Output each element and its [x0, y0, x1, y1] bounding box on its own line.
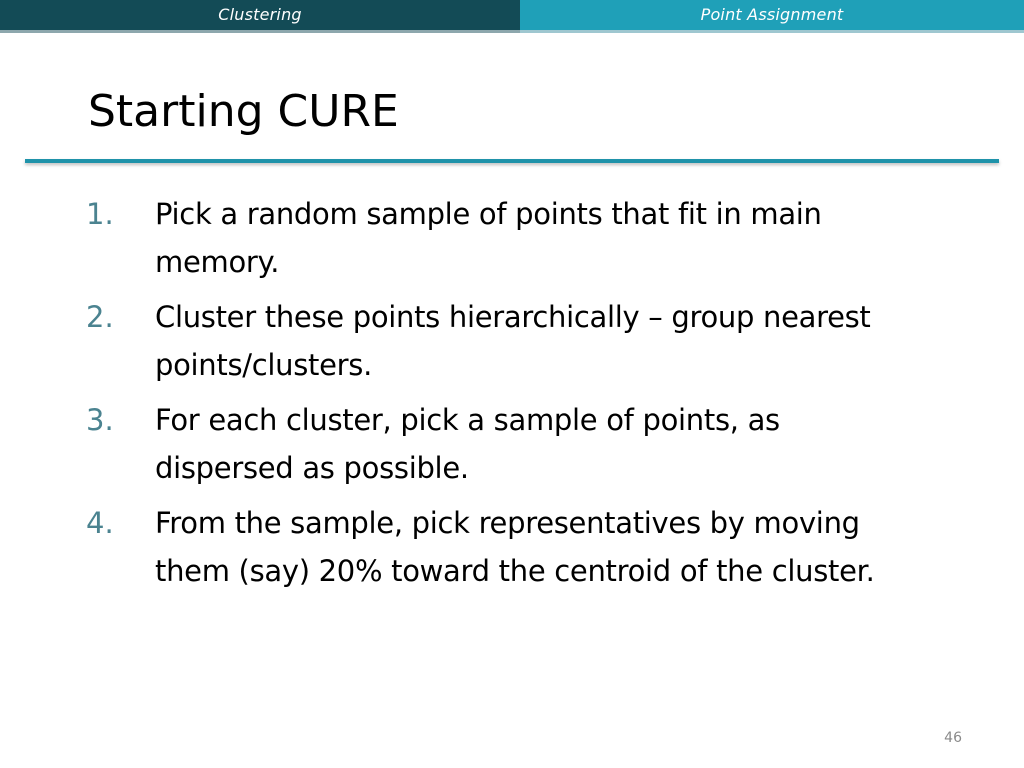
- list-item: [0, 499, 1024, 595]
- list-item-text: From the sample, pick representatives by moving them (say) 20% toward the centroid of the cluster.: [155, 506, 875, 588]
- numbered-list: [0, 190, 1024, 602]
- list-item-text: For each cluster, pick a sample of points, as dispersed as possible.: [155, 403, 780, 485]
- list-item-text: Pick a random sample of points that fit in main memory.: [155, 197, 822, 279]
- section-header-bar: [0, 0, 1024, 34]
- section-tab-point-assignment: Point Assignment: [520, 0, 1024, 30]
- title-divider: [25, 159, 999, 163]
- section-tab-clustering: Clustering: [0, 0, 520, 30]
- list-item-number: 4.: [86, 506, 114, 540]
- list-item: [0, 190, 1024, 286]
- slide-title: Starting CURE: [88, 86, 399, 137]
- list-item-number: 3.: [86, 403, 114, 437]
- header-underline-left: [0, 30, 520, 33]
- header-underline-right: [520, 30, 1024, 33]
- page-number: 46: [944, 730, 962, 746]
- list-item-text: Cluster these points hierarchically – group nearest points/clusters.: [155, 300, 871, 382]
- list-item-number: 1.: [86, 197, 114, 231]
- list-item-number: 2.: [86, 300, 114, 334]
- list-item: [0, 293, 1024, 389]
- list-item: [0, 396, 1024, 492]
